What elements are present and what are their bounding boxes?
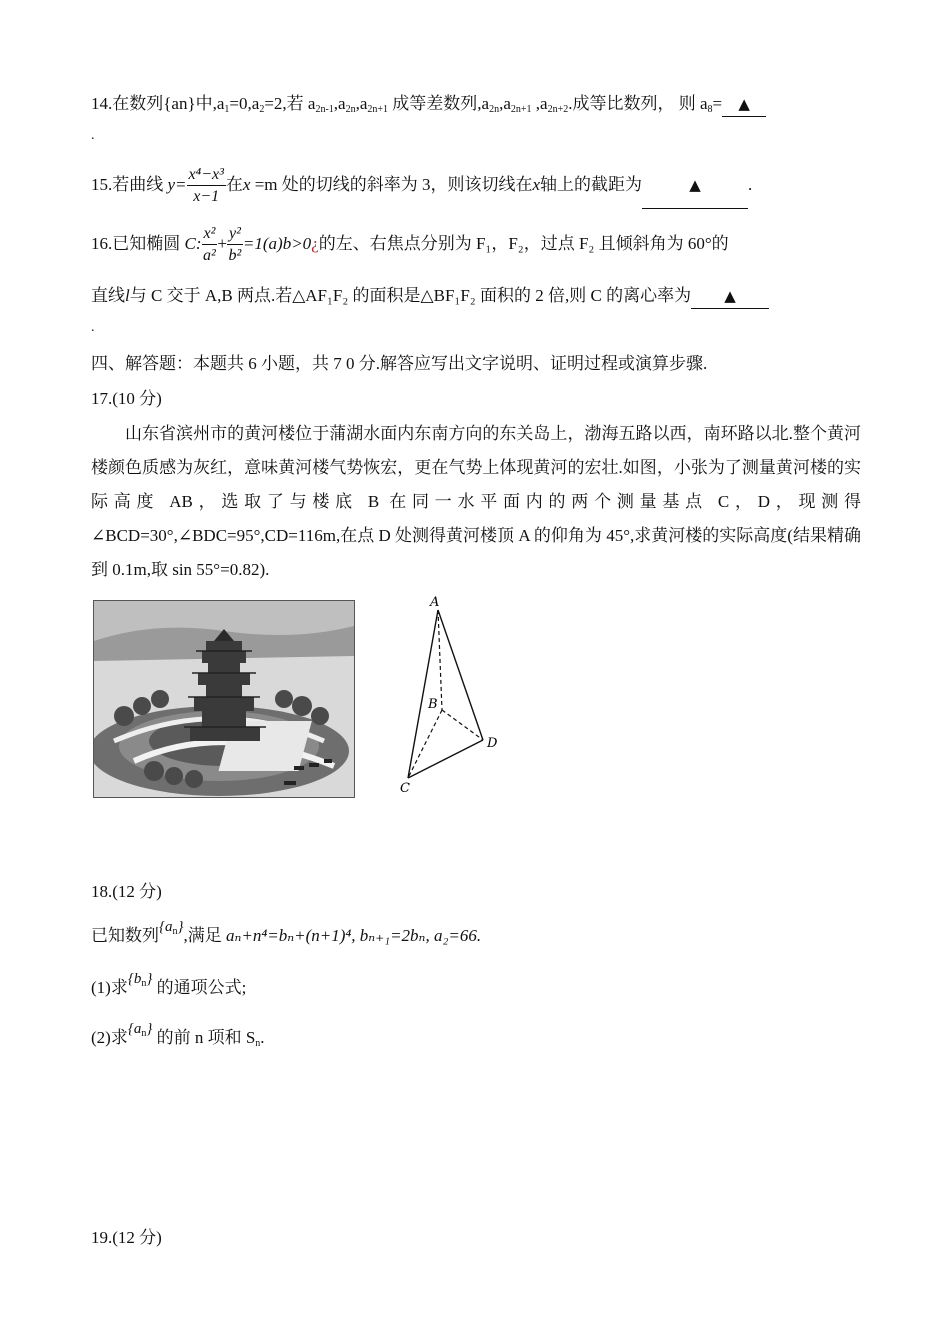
section-4-heading: 四、解答题：本题共 6 小题，共 7 0 分.解答应写出文字说明、证明过程或演算步骤. (91, 354, 708, 373)
edge-BC (408, 710, 442, 778)
sequence-a-symbol: $\{a_n\}$ (159, 919, 184, 937)
question-19-header: 19.(12 分) (91, 1228, 162, 1247)
question-18-part2: (2)求$\{a_n\}$ 的前 n 项和 $S_n$. (91, 1026, 265, 1056)
edge-AD (438, 610, 483, 740)
label-D: D (487, 736, 498, 751)
question-16: 16.已知椭圆 C: $\frac{\text{x²}}{\text{a²}}$ + $\frac{\text{y²}}{\text{b²}}$ =1(a)b>0¿的左、右焦点分别为 F₁，F₂，过点 F₂ 且倾斜角为 60°的 (91, 220, 729, 268)
question-18-header: 18.(12 分) (91, 882, 162, 901)
answer-marker: ▲ (738, 95, 750, 113)
edge-AC (408, 610, 438, 778)
label-B: B (428, 697, 438, 712)
answer-marker: ▲ (724, 287, 736, 305)
recurrence-formula: aₙ+n⁴=bₙ+(n+1)⁴, bₙ₊₁=2bₙ, a₂=66. (226, 926, 482, 945)
trailing-dot-16: . (91, 320, 95, 335)
edge-CD (408, 740, 483, 778)
question-18-part1: (1)求$\{b_n\}$ 的通项公式; (91, 976, 246, 1006)
yellow-river-tower-photo (93, 600, 355, 798)
sequence-b-symbol: $\{b_n\}$ (127, 971, 153, 989)
question-18-statement: 已知数列$\{a_n\}$,满足 aₙ+n⁴=bₙ+(n+1)⁴, bₙ₊₁=2bₙ, a₂=66. (91, 924, 481, 954)
question-17-body: 山东省滨州市的黄河楼位于蒲湖水面内东南方向的东关岛上，渤海五路以西，南环路以北.整个黄河楼颜色质感为灰红，意味黄河楼气势恢宏，更在气势上体现黄河的宏壮.如图，小张为了测量黄河楼的实际高度 AB，选取了与楼底 B 在同一水平面内的两个测量基点 C，D，现测得∠BCD=30°,∠BDC=95°,CD=116m,在点 D 处测得黄河楼顶 A 的仰角为 45°,求黄河楼的实际高度(结果精确到 0.1m,取 sin 55°=0.82). (91, 424, 861, 579)
answer-blank-14 (722, 92, 766, 117)
edge-BD (442, 710, 483, 740)
fraction: $\frac{\text{x²}}{\text{a²}}$ (203, 224, 216, 264)
label-C: C (400, 781, 410, 796)
question-16-line2: 直线l与 C 交于 A,B 两点.若△AF₁F₂ 的面积是△BF₁F₂ 面积的 2 倍,则 C 的离心率为 ▲ (91, 284, 769, 309)
geometry-figure (390, 592, 520, 802)
answer-blank-16 (691, 284, 769, 309)
answer-blank-15 (642, 162, 748, 209)
fraction: $\frac{\text{y²}}{\text{b²}}$ (228, 224, 242, 264)
sequence-a-symbol: $\{a_n\}$ (127, 1021, 153, 1039)
tower-photo-illustration (94, 601, 354, 797)
edge-AB (438, 610, 442, 710)
question-14: 14.在数列{an}中$,a_1=0,a_2=2$,若 $a_{2n-1},a_{2n},a_{2n+1}$ 成等差数列$,a_{2n},a_{2n+1}$ $,a_{2n+2}$.成等比数列， 则 $a_8=$ ▲ (91, 92, 766, 122)
fraction: $\frac{\text{x⁴−x³}}{x-1}$ (188, 165, 224, 205)
label-A: A (430, 595, 440, 610)
tetrahedron-diagram (390, 592, 520, 802)
question-15: 15.若曲线 y= $\frac{\text{x⁴−x³}}{x-1}$ 在x =m 处的切线的斜率为 3，则该切线在x轴上的截距为 ▲ . (91, 162, 752, 209)
trailing-dot-14: . (91, 128, 95, 143)
question-17-header: 17.(10 分) (91, 389, 162, 408)
answer-marker: ▲ (689, 176, 701, 194)
